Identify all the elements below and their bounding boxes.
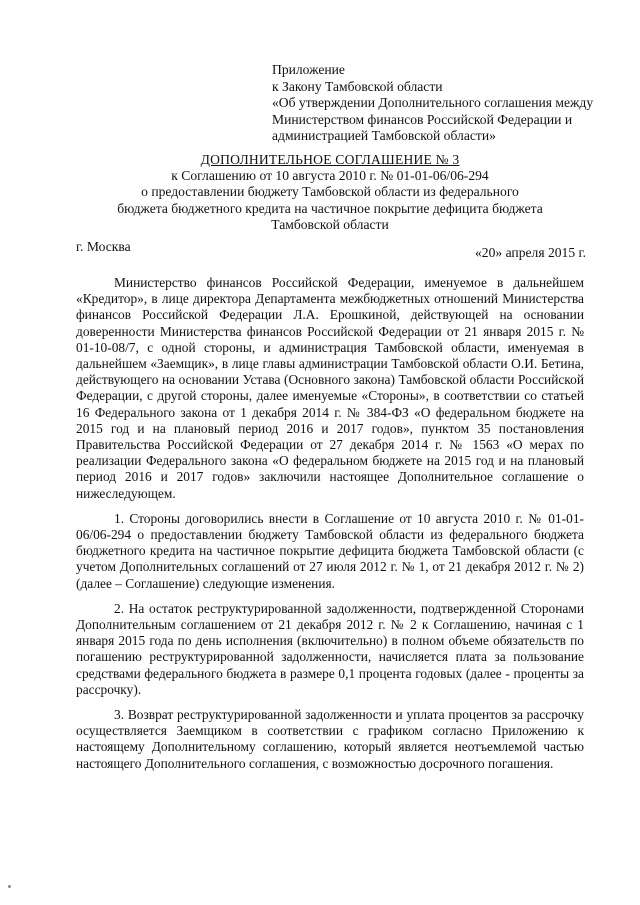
paragraph-3: 3. Возврат реструктурированной задолженности и уплата процентов за рассрочку осуществляется Заемщиком в соответствии с графиком согласно Приложению к настоящему Дополнительному соглашению, который является неотъемлемой частью настоящего Дополнительного соглашения, с возможностью досрочного погашения.: [76, 707, 584, 771]
appendix-note: [272, 62, 612, 145]
subtitle-line: к Соглашению от 10 августа 2010 г. № 01-01-06/06-294: [171, 168, 489, 184]
appendix-line: Министерством финансов Российской Федерации и: [272, 111, 573, 127]
subtitle-line: бюджета бюджетного кредита на частичное покрытие дефицита бюджета: [117, 200, 543, 216]
paragraph-preamble: Министерство финансов Российской Федерации, именуемое в дальнейшем «Кредитор», в лице директора Департамента межбюджетных отношений Министерства финансов Российской Федерации Л.А. Ерошкиной, действующей на основании доверенности Министерства финансов Российской Федерации от 21 января 2015 г. № 01-10-08/7, с одной стороны, и администрация Тамбовской области, именуемая в дальнейшем «Заемщик», в лице главы администрации Тамбовской области О.И. Бетина, действующего на основании Устава (Основного закона) Тамбовской области Российской Федерации, с другой стороны, далее именуемые «Стороны», в соответствии со статьей 16 Федерального закона от 1 декабря 2014 г. № 384-ФЗ «О федеральном бюджете на 2015 год и на плановый период 2016 и 2017 годов», пунктом 35 постановления Правительства Российской Федерации от 27 декабря 2014 г. № 1563 «О мерах по реализации Федерального закона «О федеральном бюджете на 2015 год и на плановый период 2016 и 2017 годов» заключили настоящее Дополнительное соглашение о нижеследующем.: [76, 275, 584, 501]
paragraph-2: 2. На остаток реструктурированной задолженности, подтвержденной Сторонами Дополнительным соглашением от 21 декабря 2012 г. № 2 к Соглашению, начиная с 1 января 2015 года по день исполнения (включительно) в полном объеме обязательств по погашению реструктурированной задолженности, начисляется плата за пользование средствами федерального бюджета в размере 0,1 процента годовых (далее - проценты за рассрочку).: [76, 600, 584, 697]
appendix-line: администрацией Тамбовской области»: [272, 128, 496, 143]
date: «20» апреля 2015 г.: [474, 245, 586, 260]
document-body: [76, 275, 584, 781]
place: г. Москва: [76, 239, 131, 254]
appendix-line: к Закону Тамбовской области: [272, 78, 443, 94]
appendix-line: «Об утверждении Дополнительного соглашения между: [272, 95, 594, 110]
scan-dot: [8, 885, 11, 888]
paragraph-1: 1. Стороны договорились внести в Соглашение от 10 августа 2010 г. № 01-01-06/06-294 о предоставлении бюджету Тамбовской области из федерального бюджета бюджетного кредита на частичное покрытие дефицита бюджета Тамбовской области (с учетом Дополнительных соглашений от 27 июля 2012 г. № 1, от 21 декабря 2012 г. № 2) (далее – Соглашение) следующие изменения.: [76, 510, 584, 591]
document-title: ДОПОЛНИТЕЛЬНОЕ СОГЛАШЕНИЕ № 3: [200, 152, 460, 167]
appendix-line: Приложение: [272, 62, 345, 77]
subtitle-line: о предоставлении бюджету Тамбовской области из федерального: [141, 184, 519, 200]
title-block: [70, 152, 590, 233]
subtitle-line: Тамбовской области: [271, 216, 389, 232]
